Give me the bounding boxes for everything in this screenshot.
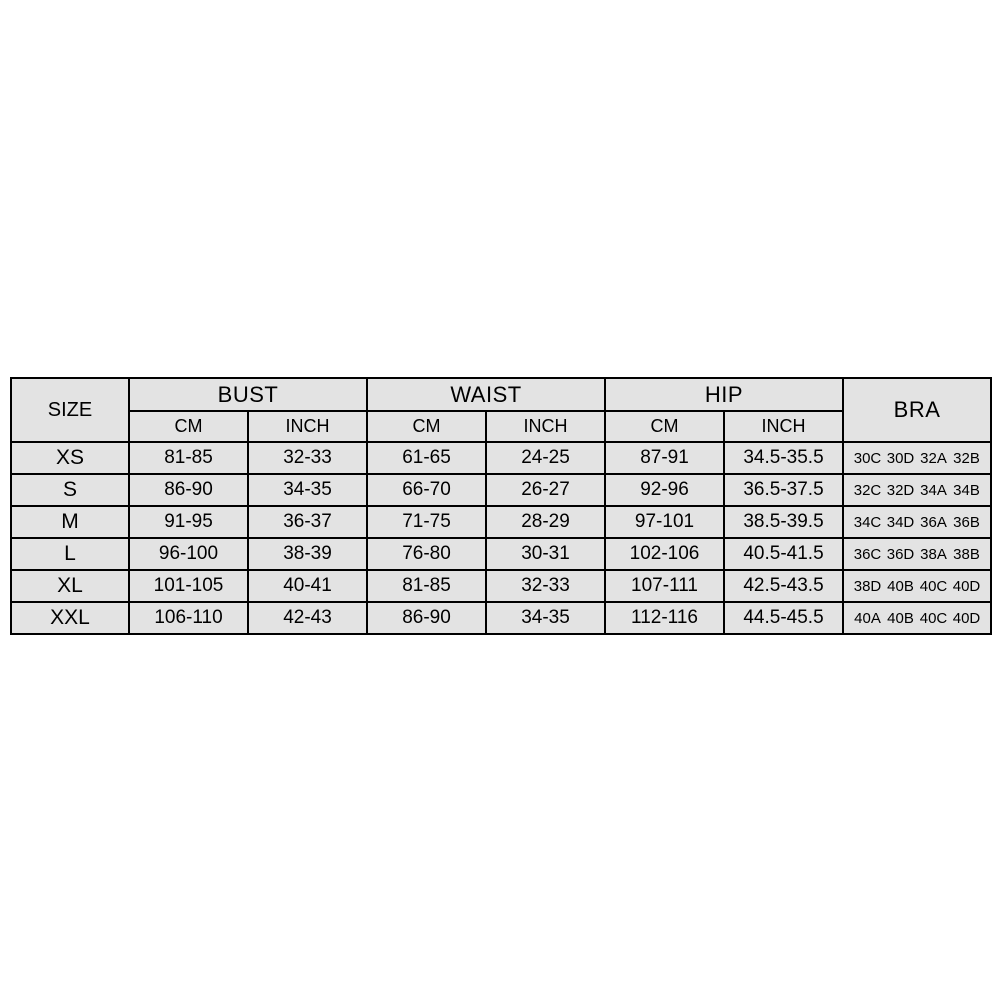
- bra-size: 40C: [919, 577, 948, 595]
- cell-bra: [843, 570, 991, 602]
- cell-hip-inch: 44.5-45.5: [724, 602, 843, 634]
- row-size-label: M: [11, 506, 129, 538]
- cell-bust-cm: 101-105: [129, 570, 248, 602]
- bra-size: 40B: [887, 609, 914, 627]
- row-size-label: XXL: [11, 602, 129, 634]
- cell-hip-cm: 97-101: [605, 506, 724, 538]
- row-size-label: XL: [11, 570, 129, 602]
- bra-size: 34A: [920, 481, 947, 499]
- cell-bra: [843, 442, 991, 474]
- table-header: [11, 378, 991, 442]
- row-size-label: S: [11, 474, 129, 506]
- cell-bust-inch: 42-43: [248, 602, 367, 634]
- cell-waist-inch: 30-31: [486, 538, 605, 570]
- cell-hip-cm: 107-111: [605, 570, 724, 602]
- cell-waist-cm: 71-75: [367, 506, 486, 538]
- cell-bust-inch: 32-33: [248, 442, 367, 474]
- cell-bust-cm: 81-85: [129, 442, 248, 474]
- bra-size: 40D: [952, 609, 981, 627]
- bra-size: 32C: [853, 481, 882, 499]
- cell-bust-inch: 38-39: [248, 538, 367, 570]
- cell-waist-inch: 24-25: [486, 442, 605, 474]
- header-bust-inch: INCH: [248, 411, 367, 442]
- header-bust-cm: CM: [129, 411, 248, 442]
- cell-waist-cm: 61-65: [367, 442, 486, 474]
- cell-bust-cm: 91-95: [129, 506, 248, 538]
- cell-bra: [843, 602, 991, 634]
- bra-size: 40A: [854, 609, 881, 627]
- cell-hip-inch: 36.5-37.5: [724, 474, 843, 506]
- cell-waist-cm: 81-85: [367, 570, 486, 602]
- cell-waist-cm: 76-80: [367, 538, 486, 570]
- cell-bra: [843, 506, 991, 538]
- bra-size: 34D: [886, 513, 915, 531]
- bra-size: 32A: [920, 449, 947, 467]
- table-row: [11, 538, 991, 570]
- cell-hip-inch: 42.5-43.5: [724, 570, 843, 602]
- cell-waist-inch: 28-29: [486, 506, 605, 538]
- header-waist-inch: INCH: [486, 411, 605, 442]
- header-size: SIZE: [11, 378, 129, 442]
- cell-bust-cm: 106-110: [129, 602, 248, 634]
- bra-size: 32D: [886, 481, 915, 499]
- bra-size: 40D: [952, 577, 981, 595]
- bra-size: 30C: [853, 449, 882, 467]
- cell-hip-inch: 34.5-35.5: [724, 442, 843, 474]
- table-row: [11, 570, 991, 602]
- table-row: [11, 506, 991, 538]
- header-row-groups: [11, 378, 991, 411]
- header-bust: BUST: [129, 378, 367, 411]
- header-waist: WAIST: [367, 378, 605, 411]
- cell-bra: [843, 538, 991, 570]
- cell-bust-cm: 86-90: [129, 474, 248, 506]
- row-size-label: L: [11, 538, 129, 570]
- bra-size: 34C: [853, 513, 882, 531]
- bra-size: 38A: [920, 545, 947, 563]
- header-waist-cm: CM: [367, 411, 486, 442]
- bra-size: 40C: [919, 609, 948, 627]
- cell-waist-cm: 66-70: [367, 474, 486, 506]
- bra-size: 38B: [953, 545, 980, 563]
- bra-size: 40B: [887, 577, 914, 595]
- size-chart-table: [10, 377, 992, 635]
- cell-hip-cm: 112-116: [605, 602, 724, 634]
- bra-size: 36C: [853, 545, 882, 563]
- table-row: [11, 474, 991, 506]
- bra-size: 38D: [853, 577, 882, 595]
- cell-bust-cm: 96-100: [129, 538, 248, 570]
- cell-waist-inch: 26-27: [486, 474, 605, 506]
- table-row: [11, 442, 991, 474]
- cell-waist-inch: 32-33: [486, 570, 605, 602]
- table-row: [11, 602, 991, 634]
- row-size-label: XS: [11, 442, 129, 474]
- bra-size: 32B: [953, 449, 980, 467]
- bra-size: 36D: [886, 545, 915, 563]
- cell-bra: [843, 474, 991, 506]
- cell-hip-inch: 40.5-41.5: [724, 538, 843, 570]
- cell-hip-cm: 87-91: [605, 442, 724, 474]
- cell-bust-inch: 36-37: [248, 506, 367, 538]
- cell-bust-inch: 40-41: [248, 570, 367, 602]
- header-bra: BRA: [843, 378, 991, 442]
- size-chart-container: [10, 377, 990, 635]
- cell-hip-cm: 102-106: [605, 538, 724, 570]
- header-hip: HIP: [605, 378, 843, 411]
- bra-size: 36B: [953, 513, 980, 531]
- bra-size: 36A: [920, 513, 947, 531]
- table-body: [11, 442, 991, 634]
- cell-hip-cm: 92-96: [605, 474, 724, 506]
- cell-bust-inch: 34-35: [248, 474, 367, 506]
- cell-hip-inch: 38.5-39.5: [724, 506, 843, 538]
- cell-waist-cm: 86-90: [367, 602, 486, 634]
- bra-size: 34B: [953, 481, 980, 499]
- bra-size: 30D: [886, 449, 915, 467]
- cell-waist-inch: 34-35: [486, 602, 605, 634]
- header-hip-cm: CM: [605, 411, 724, 442]
- header-hip-inch: INCH: [724, 411, 843, 442]
